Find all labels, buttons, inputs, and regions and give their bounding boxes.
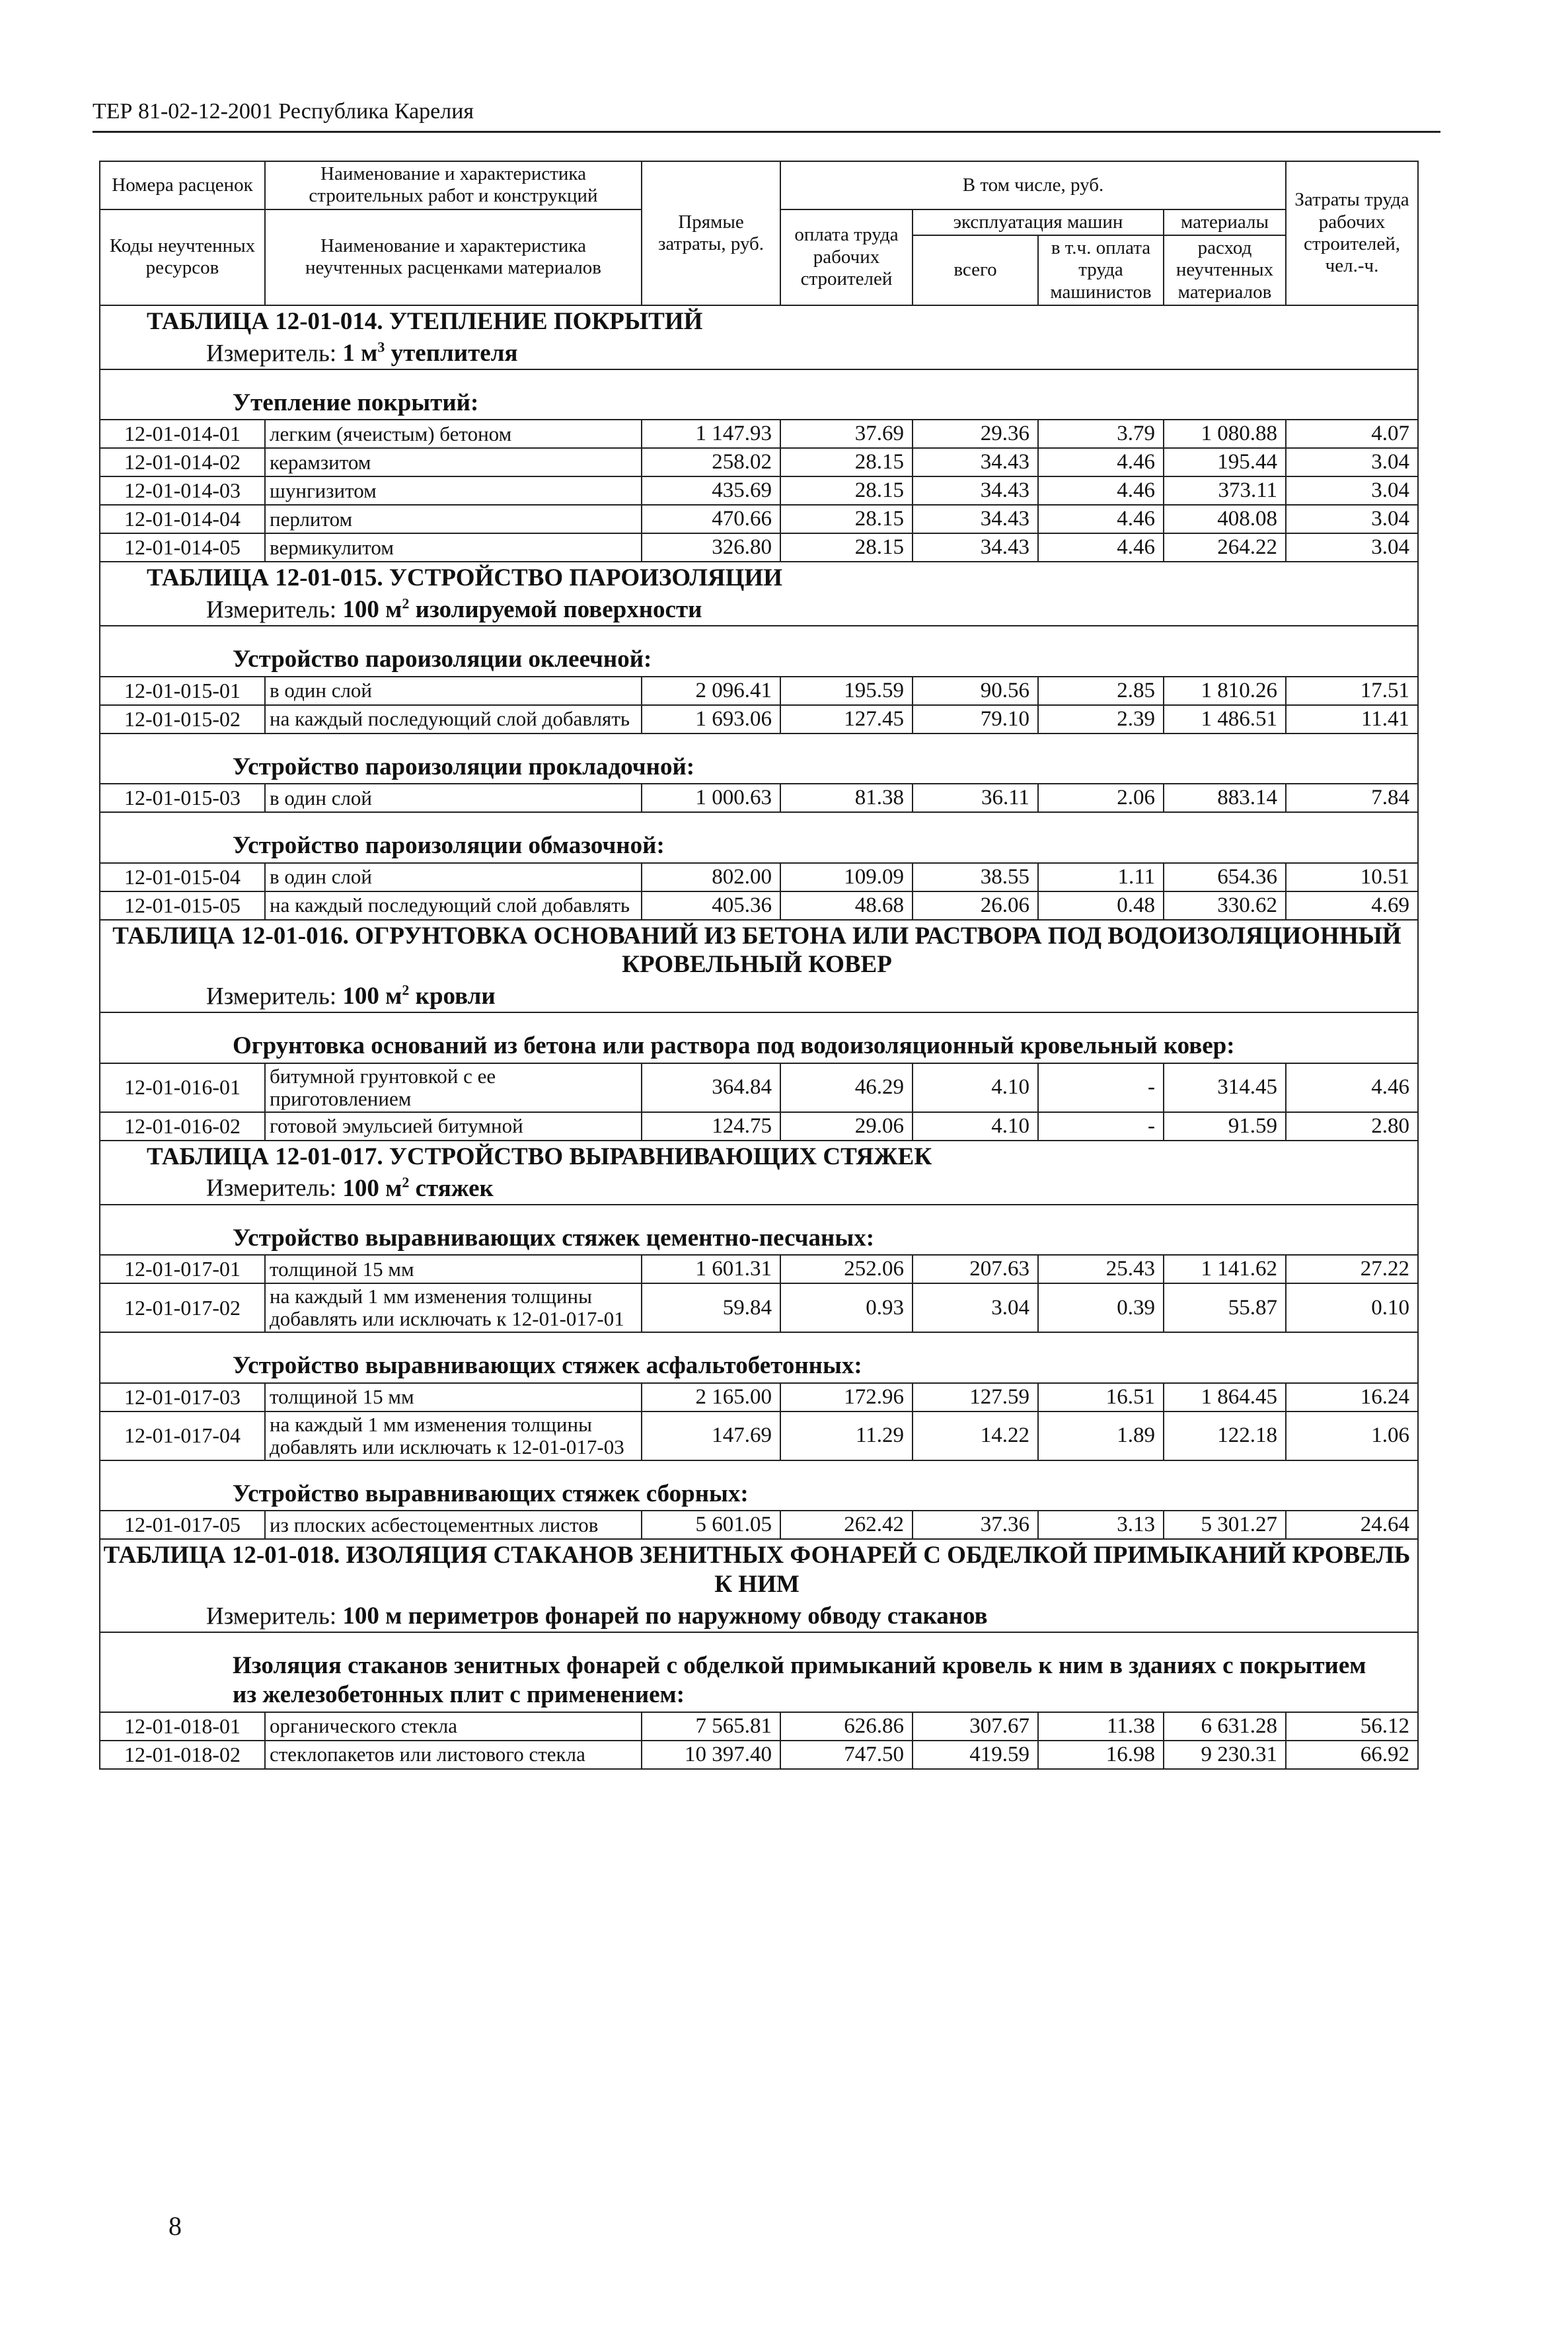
- machinist-pay: 4.46: [1038, 505, 1164, 533]
- machines-total: 34.43: [913, 533, 1038, 562]
- work-name: вермикулитом: [265, 533, 642, 562]
- measure-row: [100, 338, 1418, 369]
- machines-total: 90.56: [913, 677, 1038, 705]
- machinist-pay: 2.85: [1038, 677, 1164, 705]
- work-name: на каждый последующий слой добавлять: [265, 705, 642, 734]
- labor-pay: 28.15: [780, 448, 913, 476]
- rate-code: 12-01-018-01: [100, 1712, 265, 1741]
- machines-total: 4.10: [913, 1112, 1038, 1141]
- measure-exponent: 3: [377, 338, 385, 356]
- table-row: [100, 863, 1418, 891]
- materials: 330.62: [1164, 891, 1286, 920]
- work-name: толщиной 15 мм: [265, 1255, 642, 1283]
- table-title-row: [100, 562, 1418, 594]
- table-row: [100, 1383, 1418, 1412]
- labor-hours: 4.69: [1286, 891, 1418, 920]
- measure-label: Измеритель:: [206, 596, 337, 624]
- rate-code: 12-01-017-01: [100, 1255, 265, 1283]
- measure-label: Измеритель:: [206, 340, 337, 367]
- section-heading: Устройство пароизоляции обмазочной:: [100, 830, 1418, 862]
- table-title: ТАБЛИЦА 12-01-016. ОГРУНТОВКА ОСНОВАНИЙ ИЗ БЕТОНА ИЛИ РАСТВОРА ПОД ВОДОИЗОЛЯЦИОННЫЙ КРОВЕЛЬНЫЙ КОВЕР: [100, 920, 1418, 981]
- work-name: в один слой: [265, 784, 642, 812]
- rate-code: 12-01-017-05: [100, 1511, 265, 1539]
- table-row: [100, 420, 1418, 448]
- work-name: органического стекла: [265, 1712, 642, 1741]
- document-code: ТЕР 81-02-12-2001 Республика Карелия: [93, 99, 474, 124]
- labor-hours: 0.10: [1286, 1283, 1418, 1332]
- col-machines-total: всего: [913, 235, 1038, 305]
- section-heading-row: [100, 387, 1418, 420]
- labor-pay: 29.06: [780, 1112, 913, 1141]
- machinist-pay: 0.48: [1038, 891, 1164, 920]
- spacer: [100, 369, 1418, 387]
- col-rate-number: Номера расценок: [100, 161, 265, 209]
- work-name: из плоских асбестоцементных листов: [265, 1511, 642, 1539]
- labor-pay: 28.15: [780, 505, 913, 533]
- direct-costs: 7 565.81: [642, 1712, 780, 1741]
- measure-row: [100, 1600, 1418, 1632]
- section-heading: Устройство пароизоляции оклеечной:: [100, 644, 1418, 676]
- measure-exponent: 2: [402, 981, 410, 998]
- measure-value: 100 м: [342, 596, 402, 624]
- machinist-pay: 3.79: [1038, 420, 1164, 448]
- col-group-including: В том числе, руб.: [780, 161, 1286, 209]
- section-heading-row: [100, 830, 1418, 862]
- labor-pay: 0.93: [780, 1283, 913, 1332]
- measure-unit: [100, 1600, 1418, 1632]
- section-heading-row: [100, 644, 1418, 676]
- materials: 1 141.62: [1164, 1255, 1286, 1283]
- page-number: 8: [168, 2211, 182, 2241]
- labor-hours: 16.24: [1286, 1383, 1418, 1412]
- labor-hours: 17.51: [1286, 677, 1418, 705]
- table-row: [100, 448, 1418, 476]
- spacer: [100, 626, 1418, 644]
- table-title-row: [100, 305, 1418, 338]
- machines-total: 36.11: [913, 784, 1038, 812]
- rate-code: 12-01-014-05: [100, 533, 265, 562]
- table-row: [100, 705, 1418, 734]
- table-title-row: [100, 920, 1418, 981]
- machines-total: 37.36: [913, 1511, 1038, 1539]
- measure-value: 100 м периметров фонарей по наружному обводу стаканов: [342, 1602, 988, 1630]
- col-group-machines: эксплуатация машин: [913, 209, 1164, 235]
- spacer-row: [100, 1012, 1418, 1030]
- labor-hours: 1.06: [1286, 1412, 1418, 1460]
- measure-exponent: 2: [402, 1174, 410, 1191]
- measure-unit: [100, 981, 1418, 1012]
- work-name: на каждый 1 мм изменения толщины добавлять или исключать к 12-01-017-03: [265, 1412, 642, 1460]
- section-heading-row: [100, 1223, 1418, 1255]
- measure-row: [100, 1172, 1418, 1204]
- table-row: [100, 1712, 1418, 1741]
- measure-exponent: 2: [402, 595, 410, 613]
- spacer: [100, 812, 1418, 830]
- machines-total: 29.36: [913, 420, 1038, 448]
- machinist-pay: -: [1038, 1112, 1164, 1141]
- labor-pay: 747.50: [780, 1741, 913, 1769]
- work-name: керамзитом: [265, 448, 642, 476]
- table-row: [100, 1511, 1418, 1539]
- labor-pay: 195.59: [780, 677, 913, 705]
- rate-code: 12-01-015-02: [100, 705, 265, 734]
- materials: 1 080.88: [1164, 420, 1286, 448]
- spacer: [100, 734, 1418, 751]
- table-row: [100, 677, 1418, 705]
- rate-code: 12-01-015-05: [100, 891, 265, 920]
- labor-pay: 127.45: [780, 705, 913, 734]
- machines-total: 79.10: [913, 705, 1038, 734]
- spacer: [100, 1012, 1418, 1030]
- materials: 1 486.51: [1164, 705, 1286, 734]
- machinist-pay: 4.46: [1038, 476, 1164, 505]
- table-title: ТАБЛИЦА 12-01-015. УСТРОЙСТВО ПАРОИЗОЛЯЦИИ: [100, 562, 1418, 594]
- machinist-pay: 1.11: [1038, 863, 1164, 891]
- direct-costs: 2 096.41: [642, 677, 780, 705]
- labor-pay: 172.96: [780, 1383, 913, 1412]
- col-machinist-pay: в т.ч. оплата труда машинистов: [1038, 235, 1164, 305]
- table-body: [100, 305, 1418, 1769]
- rate-code: 12-01-017-03: [100, 1383, 265, 1412]
- machines-total: 14.22: [913, 1412, 1038, 1460]
- labor-hours: 56.12: [1286, 1712, 1418, 1741]
- materials: 408.08: [1164, 505, 1286, 533]
- table-header: [100, 161, 1418, 305]
- materials: 195.44: [1164, 448, 1286, 476]
- direct-costs: 59.84: [642, 1283, 780, 1332]
- spacer-row: [100, 369, 1418, 387]
- labor-hours: 66.92: [1286, 1741, 1418, 1769]
- measure-value: 100 м: [342, 983, 402, 1010]
- table-title: ТАБЛИЦА 12-01-017. УСТРОЙСТВО ВЫРАВНИВАЮЩИХ СТЯЖЕК: [100, 1141, 1418, 1173]
- table-row: [100, 1255, 1418, 1283]
- col-material-name: Наименование и характеристика неучтенных расценками материалов: [265, 209, 642, 305]
- col-labor-hours: Затраты труда рабочих строителей, чел.-ч.: [1286, 161, 1418, 305]
- machinist-pay: 16.98: [1038, 1741, 1164, 1769]
- materials: 122.18: [1164, 1412, 1286, 1460]
- machinist-pay: 0.39: [1038, 1283, 1164, 1332]
- machines-total: 26.06: [913, 891, 1038, 920]
- measure-unit: [100, 338, 1418, 369]
- rate-code: 12-01-016-01: [100, 1063, 265, 1112]
- table-title-row: [100, 1539, 1418, 1600]
- machinist-pay: 4.46: [1038, 448, 1164, 476]
- machinist-pay: 4.46: [1038, 533, 1164, 562]
- work-name: в один слой: [265, 677, 642, 705]
- machines-total: 307.67: [913, 1712, 1038, 1741]
- spacer-row: [100, 812, 1418, 830]
- labor-hours: 27.22: [1286, 1255, 1418, 1283]
- col-resource-codes: Коды неучтенных ресурсов: [100, 209, 265, 305]
- machines-total: 419.59: [913, 1741, 1038, 1769]
- work-name: стеклопакетов или листового стекла: [265, 1741, 642, 1769]
- labor-hours: 2.80: [1286, 1112, 1418, 1141]
- machines-total: 38.55: [913, 863, 1038, 891]
- rate-code: 12-01-015-01: [100, 677, 265, 705]
- work-name: на каждый 1 мм изменения толщины добавлять или исключать к 12-01-017-01: [265, 1283, 642, 1332]
- rate-code: 12-01-017-02: [100, 1283, 265, 1332]
- rate-code: 12-01-014-02: [100, 448, 265, 476]
- spacer-row: [100, 734, 1418, 751]
- table-row: [100, 1112, 1418, 1141]
- section-heading: Огрунтовка оснований из бетона или раствора под водоизоляционный кровельный ковер:: [100, 1030, 1418, 1063]
- labor-hours: 4.46: [1286, 1063, 1418, 1112]
- machines-total: 3.04: [913, 1283, 1038, 1332]
- col-group-materials: материалы: [1164, 209, 1286, 235]
- direct-costs: 124.75: [642, 1112, 780, 1141]
- measure-label: Измеритель:: [206, 1602, 337, 1630]
- section-heading: Устройство выравнивающих стяжек асфальтобетонных:: [100, 1350, 1418, 1382]
- col-direct-costs: Прямые затраты, руб.: [642, 161, 780, 305]
- table-row: [100, 505, 1418, 533]
- machines-total: 207.63: [913, 1255, 1038, 1283]
- materials: 5 301.27: [1164, 1511, 1286, 1539]
- labor-hours: 3.04: [1286, 448, 1418, 476]
- work-name: битумной грунтовкой с ее приготовлением: [265, 1063, 642, 1112]
- spacer: [100, 1332, 1418, 1350]
- labor-pay: 48.68: [780, 891, 913, 920]
- spacer: [100, 1632, 1418, 1650]
- work-name: перлитом: [265, 505, 642, 533]
- labor-pay: 37.69: [780, 420, 913, 448]
- machinist-pay: 16.51: [1038, 1383, 1164, 1412]
- measure-label: Измеритель:: [206, 1174, 337, 1202]
- materials: 264.22: [1164, 533, 1286, 562]
- measure-row: [100, 981, 1418, 1012]
- col-labor-pay: оплата труда рабочих строителей: [780, 209, 913, 305]
- labor-hours: 4.07: [1286, 420, 1418, 448]
- table-row: [100, 533, 1418, 562]
- table-row: [100, 1741, 1418, 1769]
- labor-hours: 10.51: [1286, 863, 1418, 891]
- measure-value: 1 м: [342, 340, 378, 367]
- table-row: [100, 1412, 1418, 1460]
- machinist-pay: 2.39: [1038, 705, 1164, 734]
- machinist-pay: 11.38: [1038, 1712, 1164, 1741]
- direct-costs: 2 165.00: [642, 1383, 780, 1412]
- labor-pay: 28.15: [780, 476, 913, 505]
- section-heading: Изоляция стаканов зенитных фонарей с обделкой примыканий кровель к ним в зданиях с покрытием из железобетонных плит с применением:: [100, 1650, 1418, 1712]
- labor-pay: 28.15: [780, 533, 913, 562]
- materials: 373.11: [1164, 476, 1286, 505]
- materials: 91.59: [1164, 1112, 1286, 1141]
- section-heading: Устройство выравнивающих стяжек цементно-песчаных:: [100, 1223, 1418, 1255]
- measure-object: кровли: [409, 983, 496, 1010]
- measure-unit: [100, 594, 1418, 626]
- direct-costs: 1 147.93: [642, 420, 780, 448]
- labor-hours: 3.04: [1286, 505, 1418, 533]
- section-heading: Устройство выравнивающих стяжек сборных:: [100, 1478, 1418, 1511]
- section-heading-row: [100, 1030, 1418, 1063]
- measure-value: 100 м: [342, 1174, 402, 1202]
- work-name: на каждый последующий слой добавлять: [265, 891, 642, 920]
- direct-costs: 10 397.40: [642, 1741, 780, 1769]
- rate-code: 12-01-015-03: [100, 784, 265, 812]
- labor-hours: 7.84: [1286, 784, 1418, 812]
- materials: 9 230.31: [1164, 1741, 1286, 1769]
- header-divider: [93, 131, 1440, 133]
- machines-total: 34.43: [913, 448, 1038, 476]
- labor-pay: 626.86: [780, 1712, 913, 1741]
- table-row: [100, 784, 1418, 812]
- work-name: в один слой: [265, 863, 642, 891]
- labor-pay: 46.29: [780, 1063, 913, 1112]
- rate-code: 12-01-014-01: [100, 420, 265, 448]
- measure-unit: [100, 1172, 1418, 1204]
- machinist-pay: 2.06: [1038, 784, 1164, 812]
- measure-object: стяжек: [409, 1174, 494, 1202]
- labor-hours: 3.04: [1286, 476, 1418, 505]
- spacer-row: [100, 1332, 1418, 1350]
- section-heading-row: [100, 1650, 1418, 1712]
- machines-total: 34.43: [913, 476, 1038, 505]
- materials: 314.45: [1164, 1063, 1286, 1112]
- rate-code: 12-01-017-04: [100, 1412, 265, 1460]
- spacer-row: [100, 1205, 1418, 1223]
- labor-pay: 11.29: [780, 1412, 913, 1460]
- direct-costs: 802.00: [642, 863, 780, 891]
- spacer: [100, 1205, 1418, 1223]
- table-row: [100, 891, 1418, 920]
- direct-costs: 1 000.63: [642, 784, 780, 812]
- spacer-row: [100, 1632, 1418, 1650]
- machines-total: 127.59: [913, 1383, 1038, 1412]
- col-work-name: Наименование и характеристика строительных работ и конструкций: [265, 161, 642, 209]
- labor-pay: 262.42: [780, 1511, 913, 1539]
- spacer-row: [100, 1460, 1418, 1478]
- labor-hours: 3.04: [1286, 533, 1418, 562]
- work-name: толщиной 15 мм: [265, 1383, 642, 1412]
- direct-costs: 1 601.31: [642, 1255, 780, 1283]
- machinist-pay: 25.43: [1038, 1255, 1164, 1283]
- section-heading: Устройство пароизоляции прокладочной:: [100, 751, 1418, 784]
- price-table: [99, 161, 1419, 1770]
- work-name: готовой эмульсией битумной: [265, 1112, 642, 1141]
- materials: 883.14: [1164, 784, 1286, 812]
- rate-code: 12-01-014-03: [100, 476, 265, 505]
- direct-costs: 1 693.06: [642, 705, 780, 734]
- labor-hours: 24.64: [1286, 1511, 1418, 1539]
- direct-costs: 5 601.05: [642, 1511, 780, 1539]
- measure-label: Измеритель:: [206, 983, 337, 1010]
- direct-costs: 435.69: [642, 476, 780, 505]
- rate-code: 12-01-014-04: [100, 505, 265, 533]
- materials: 55.87: [1164, 1283, 1286, 1332]
- materials: 1 864.45: [1164, 1383, 1286, 1412]
- direct-costs: 147.69: [642, 1412, 780, 1460]
- machines-total: 4.10: [913, 1063, 1038, 1112]
- materials: 654.36: [1164, 863, 1286, 891]
- labor-pay: 252.06: [780, 1255, 913, 1283]
- section-heading: Утепление покрытий:: [100, 387, 1418, 420]
- spacer-row: [100, 626, 1418, 644]
- machines-total: 34.43: [913, 505, 1038, 533]
- direct-costs: 405.36: [642, 891, 780, 920]
- rate-code: 12-01-016-02: [100, 1112, 265, 1141]
- machinist-pay: -: [1038, 1063, 1164, 1112]
- machinist-pay: 3.13: [1038, 1511, 1164, 1539]
- direct-costs: 364.84: [642, 1063, 780, 1112]
- section-heading-row: [100, 751, 1418, 784]
- direct-costs: 470.66: [642, 505, 780, 533]
- table-row: [100, 476, 1418, 505]
- labor-hours: 11.41: [1286, 705, 1418, 734]
- materials: 6 631.28: [1164, 1712, 1286, 1741]
- materials: 1 810.26: [1164, 677, 1286, 705]
- labor-pay: 109.09: [780, 863, 913, 891]
- direct-costs: 326.80: [642, 533, 780, 562]
- rate-code: 12-01-018-02: [100, 1741, 265, 1769]
- table-row: [100, 1063, 1418, 1112]
- table-title: ТАБЛИЦА 12-01-018. ИЗОЛЯЦИЯ СТАКАНОВ ЗЕНИТНЫХ ФОНАРЕЙ С ОБДЕЛКОЙ ПРИМЫКАНИЙ КРОВЕЛЬ К НИМ: [100, 1539, 1418, 1600]
- direct-costs: 258.02: [642, 448, 780, 476]
- section-heading-row: [100, 1478, 1418, 1511]
- section-heading-row: [100, 1350, 1418, 1382]
- table-row: [100, 1283, 1418, 1332]
- col-unaccounted-materials: расход неучтенных материалов: [1164, 235, 1286, 305]
- work-name: шунгизитом: [265, 476, 642, 505]
- measure-object: изолируемой поверхности: [409, 596, 702, 624]
- work-name: легким (ячеистым) бетоном: [265, 420, 642, 448]
- labor-pay: 81.38: [780, 784, 913, 812]
- table-title-row: [100, 1141, 1418, 1173]
- rate-code: 12-01-015-04: [100, 863, 265, 891]
- table-title: ТАБЛИЦА 12-01-014. УТЕПЛЕНИЕ ПОКРЫТИЙ: [100, 305, 1418, 338]
- measure-row: [100, 594, 1418, 626]
- machinist-pay: 1.89: [1038, 1412, 1164, 1460]
- spacer: [100, 1460, 1418, 1478]
- measure-object: утеплителя: [385, 340, 518, 367]
